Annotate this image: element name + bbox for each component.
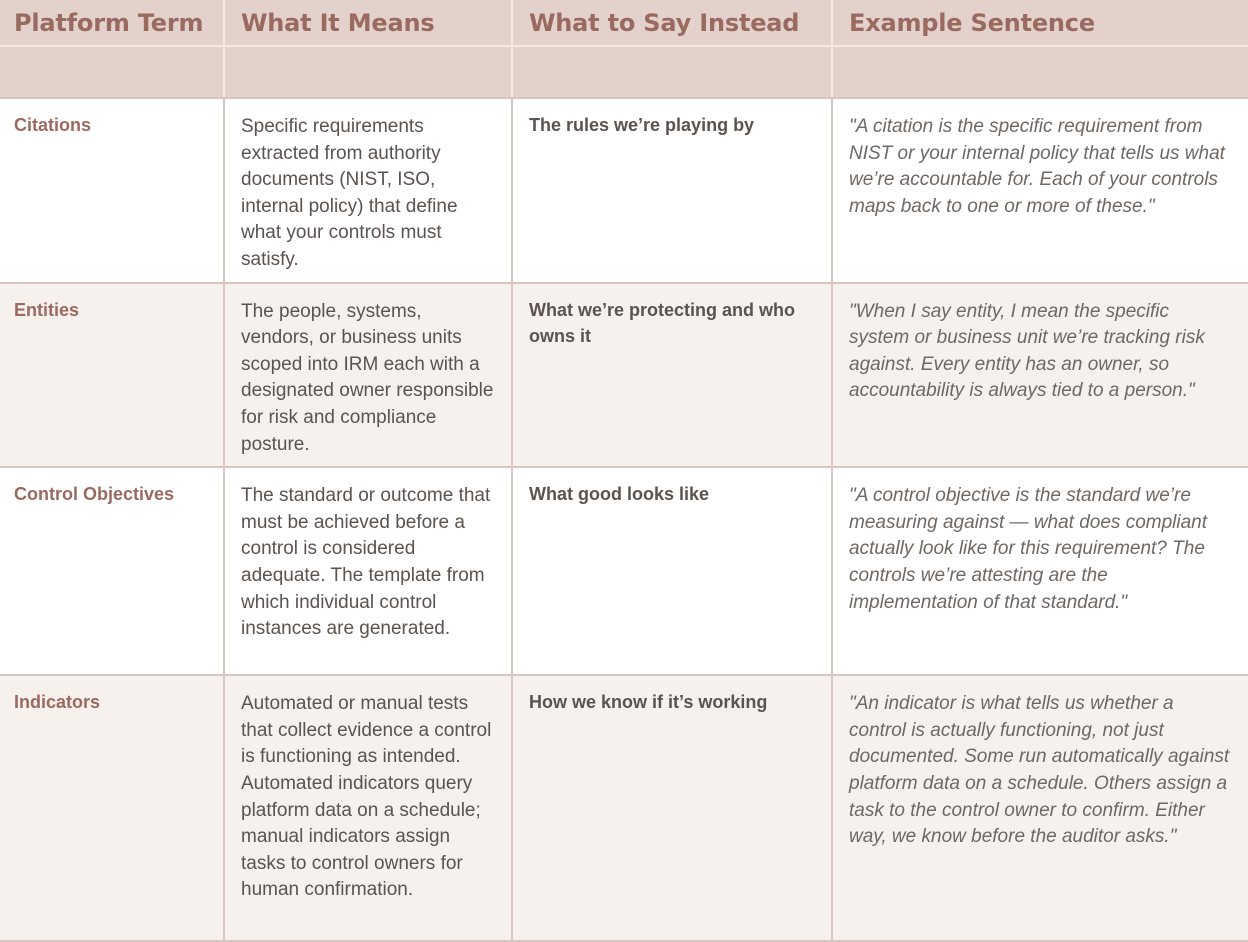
term-cell: Control Objectives: [0, 467, 224, 675]
header-platform-term: Platform Term: [0, 0, 224, 46]
spacer-cell: [0, 46, 224, 98]
table-row-indicators: [0, 675, 1248, 941]
table-row-citations: [0, 98, 1248, 283]
example-cell: "A citation is the specific requirement from NIST or your internal policy that tells us what we’re accountable for. Each of your controls maps back to one or more of these.": [832, 98, 1248, 283]
header-what-to-say-instead: What to Say Instead: [512, 0, 832, 46]
example-cell: "An indicator is what tells us whether a control is actually functioning, not just documented. Some run automatically against platform data on a schedule. Others assign a task to the control owner to confirm. Either way, we know before the auditor asks.": [832, 675, 1248, 941]
meaning-cell: The people, systems, vendors, or business units scoped into IRM each with a designated owner responsible for risk and compliance posture.: [224, 283, 512, 468]
example-cell: "A control objective is the standard we’re measuring against — what does compliant actually look like for this requirement? The controls we’re attesting are the implementation of that standard.": [832, 467, 1248, 675]
term-cell: Indicators: [0, 675, 224, 941]
table-row-control-objectives: [0, 467, 1248, 675]
example-cell: "When I say entity, I mean the specific system or business unit we’re tracking risk against. Every entity has an owner, so accountability is always tied to a person.": [832, 283, 1248, 468]
header-spacer-row: [0, 46, 1248, 98]
table-row-entities: [0, 283, 1248, 468]
header-example-sentence: Example Sentence: [832, 0, 1248, 46]
spacer-cell: [224, 46, 512, 98]
term-cell: Entities: [0, 283, 224, 468]
say-instead-cell: What good looks like: [512, 467, 832, 675]
term-cell: Citations: [0, 98, 224, 283]
say-instead-cell: The rules we’re playing by: [512, 98, 832, 283]
spacer-cell: [512, 46, 832, 98]
meaning-cell: Automated or manual tests that collect evidence a control is functioning as intended. Automated indicators query platform data on a schedule; manual indicators assign tasks to control owners for human confirmation.: [224, 675, 512, 941]
header-row: [0, 0, 1248, 46]
meaning-cell: The standard or outcome that must be achieved before a control is considered adequate. The template from which individual control instances are generated.: [224, 467, 512, 675]
spacer-cell: [832, 46, 1248, 98]
header-what-it-means: What It Means: [224, 0, 512, 46]
say-instead-cell: How we know if it’s working: [512, 675, 832, 941]
say-instead-cell: What we’re protecting and who owns it: [512, 283, 832, 468]
meaning-cell: Specific requirements extracted from authority documents (NIST, ISO, internal policy) that define what your controls must satisfy.: [224, 98, 512, 283]
